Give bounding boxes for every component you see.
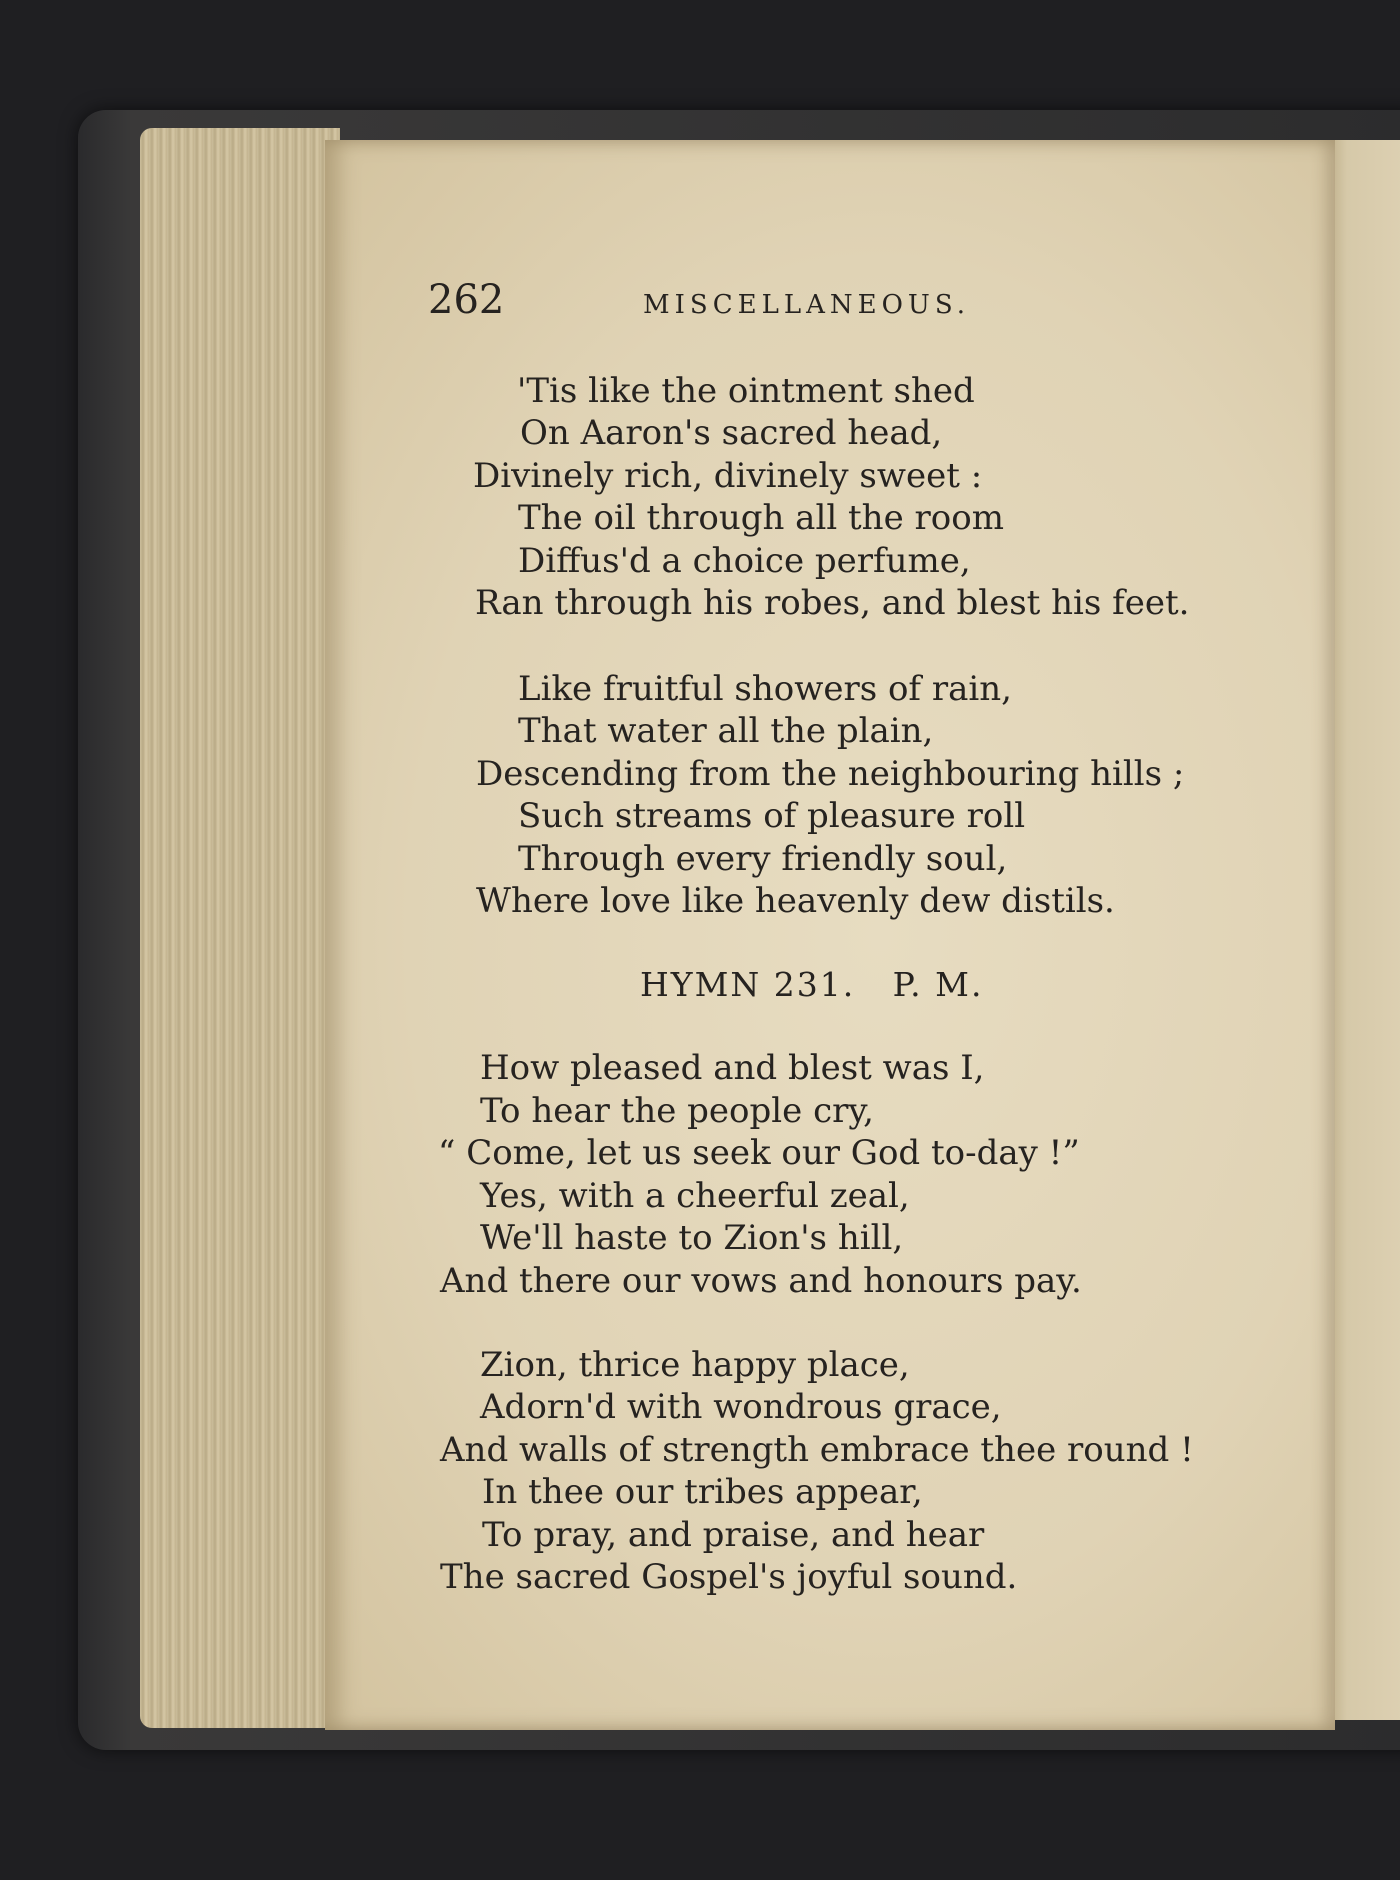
verse-line: The sacred Gospel's joyful sound. <box>440 1557 1018 1597</box>
verse-line: To pray, and praise, and hear <box>482 1515 985 1555</box>
verse-line: Through every friendly soul, <box>518 839 1008 879</box>
verse-line: We'll haste to Zion's hill, <box>480 1218 904 1258</box>
verse-line: On Aaron's sacred head, <box>520 413 943 453</box>
verse-line: Descending from the neighbouring hills ; <box>476 754 1185 794</box>
verse-line: Like fruitful showers of rain, <box>518 669 1012 709</box>
running-head: MISCELLANEOUS. <box>643 290 970 320</box>
hymn-title: HYMN 231. P. M. <box>640 965 984 1004</box>
verse-line: To hear the people cry, <box>480 1091 874 1131</box>
page-edges <box>140 128 340 1728</box>
verse-line: And there our vows and honours pay. <box>440 1261 1082 1301</box>
verse-line: That water all the plain, <box>518 711 934 751</box>
verse-line: Such streams of pleasure roll <box>518 796 1026 836</box>
verse-line: How pleased and blest was I, <box>480 1048 985 1088</box>
verse-line: 'Tis like the ointment shed <box>517 371 975 411</box>
verse-line: Divinely rich, divinely sweet : <box>473 456 983 496</box>
page-number: 262 <box>428 277 505 323</box>
verse-line: And walls of strength embrace thee round ! <box>440 1430 1194 1470</box>
verse-line: Where love like heavenly dew distils. <box>476 881 1115 921</box>
verse-line: Yes, with a cheerful zeal, <box>480 1176 910 1216</box>
verse-line: Adorn'd with wondrous grace, <box>480 1387 1002 1427</box>
verse-line: Diffus'd a choice perfume, <box>518 541 971 581</box>
verse-line: “ Come, let us seek our God to-day !” <box>438 1133 1080 1173</box>
verse-line: Zion, thrice happy place, <box>480 1345 910 1385</box>
verse-line: The oil through all the room <box>518 498 1004 538</box>
verse-line: Ran through his robes, and blest his feet. <box>475 583 1190 623</box>
verse-line: In thee our tribes appear, <box>482 1472 923 1512</box>
